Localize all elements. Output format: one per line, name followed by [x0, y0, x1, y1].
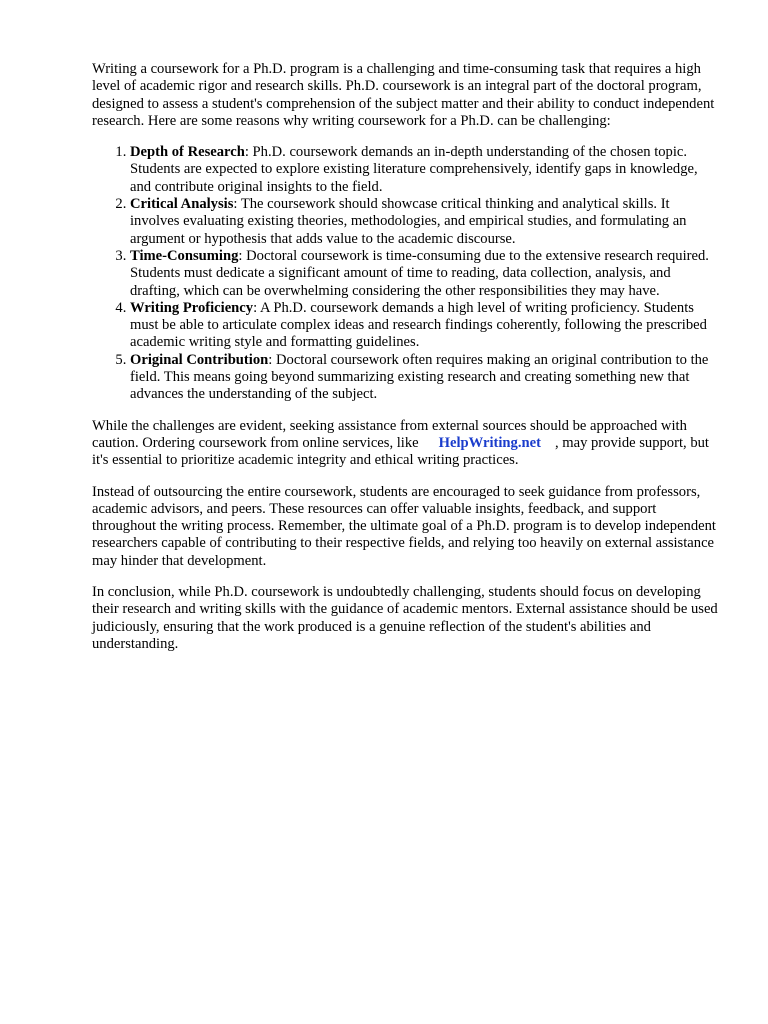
reason-item-depth-of-research — [130, 144, 722, 196]
reason-text: Ph.D. coursework demands an in-depth understanding of the chosen topic. Students are expected to explore existing literature comprehensively, identify gaps in knowledge, and contribute original insights to the field. — [130, 144, 698, 195]
reason-term: Writing Proficiency — [130, 299, 254, 316]
reason-term: Depth of Research — [130, 144, 245, 161]
reasons-list — [92, 144, 722, 403]
document-page — [92, 61, 722, 667]
reason-text: Doctoral coursework is time-consuming due to the extensive research required. Students must dedicate a significant amount of time to reading, data collection, analysis, and drafting, which can be overwhelming considering the other responsibilities they may have. — [130, 247, 709, 299]
reason-text: A Ph.D. coursework demands a high level of writing proficiency. Students must be able to articulate complex ideas and research findings coherently, following the prescribed academic writing style and formatting guidelines. — [130, 299, 707, 351]
reason-separator: : — [268, 351, 273, 368]
reason-text: Doctoral coursework often requires making an original contribution to the field. This means going beyond summarizing existing research and creating something new that advances the understanding of the subject. — [130, 351, 709, 403]
reason-separator: : — [253, 299, 258, 316]
reason-separator: : — [238, 247, 243, 264]
caution-text-before-link: While the challenges are evident, seeking assistance from external sources should be approached with caution. Ordering coursework from online services, like — [92, 417, 687, 451]
reason-term: Time-Consuming — [130, 247, 239, 264]
guidance-paragraph: Instead of outsourcing the entire coursework, students are encouraged to seek guidance from professors, academic advisors, and peers. These resources can offer valuable insights, feedback, and support throughout the writing process. Remember, the ultimate goal of a Ph.D. program is to develop independent researchers capable of contributing to their respective fields, and relying too heavily on external assistance may hinder that development. — [92, 483, 716, 569]
reason-separator: : — [244, 144, 249, 161]
reason-separator: : — [233, 196, 238, 213]
reason-item-original-contribution — [130, 352, 722, 404]
helpwriting-link[interactable]: HelpWriting.net — [438, 434, 541, 451]
reason-item-critical-analysis — [130, 196, 722, 248]
reason-term: Original Contribution — [130, 351, 269, 368]
reason-text: The coursework should showcase critical thinking and analytical skills. It involves evaluating existing theories, methodologies, and empirical studies, and formulating an argument or hypothesis that adds value to the academic discourse. — [130, 196, 687, 247]
reason-term: Critical Analysis — [130, 196, 234, 213]
caution-text-after-link: , may provide support, but it's essential to prioritize academic integrity and ethical writing practices. — [92, 434, 709, 469]
intro-paragraph: Writing a coursework for a Ph.D. program is a challenging and time-consuming task that requires a high level of academic rigor and research skills. Ph.D. coursework is an integral part of the doctoral program, designed to assess a student's comprehension of the subject matter and their ability to conduct independent research. Here are some reasons why writing coursework for a Ph.D. can be challenging: — [92, 61, 715, 129]
reason-item-time-consuming — [130, 248, 722, 300]
conclusion-paragraph: In conclusion, while Ph.D. coursework is undoubtedly challenging, students should focus on developing their research and writing skills with the guidance of academic mentors. External assistance should be used judiciously, ensuring that the work produced is a genuine reflection of the student's abilities and understanding. — [92, 584, 718, 652]
reason-item-writing-proficiency — [130, 300, 722, 352]
caution-paragraph — [92, 418, 722, 470]
